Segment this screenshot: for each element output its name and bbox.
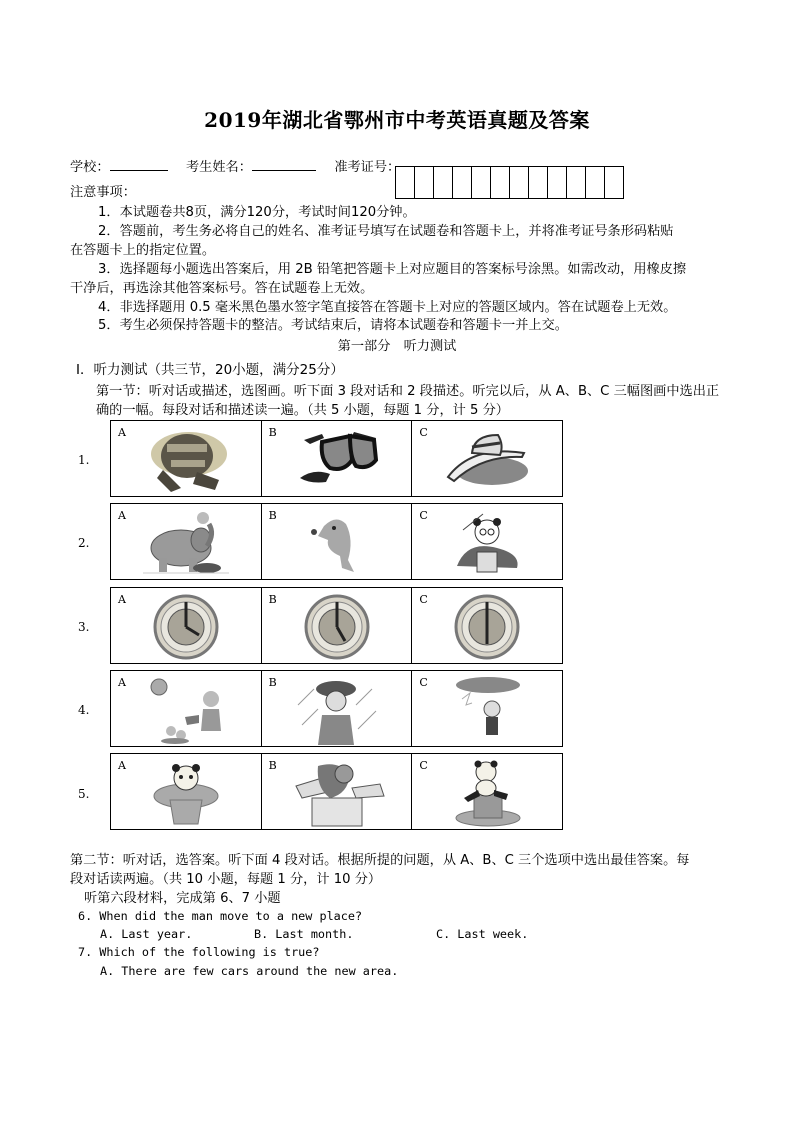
note-item: 1．本试题卷共8页，满分120分，考试时间120分钟。 xyxy=(98,205,416,220)
exam-number-cell[interactable] xyxy=(605,167,624,198)
option-label: B xyxy=(268,593,277,606)
option-label: C xyxy=(419,509,428,522)
option-c[interactable] xyxy=(412,504,562,579)
exam-number-cell[interactable] xyxy=(472,167,491,198)
option-label: A xyxy=(118,509,126,522)
material-note: 听第六段材料，完成第 6、7 小题 xyxy=(84,891,281,906)
note-item: 干净后，再选涂其他答案标号。答在试题卷上无效。 xyxy=(70,281,374,296)
clock-icon xyxy=(412,592,562,661)
option-7a[interactable]: A. There are few cars around the new area. xyxy=(100,964,399,978)
question-number: 4. xyxy=(78,703,90,717)
option-a[interactable] xyxy=(111,671,262,746)
option-label: A xyxy=(118,426,126,439)
note-item: 2．答题前，考生务必将自己的姓名、准考证号填写在试题卷和答题卡上，并将准考证号条形码粘贴 xyxy=(98,224,674,239)
exam-number-cell[interactable] xyxy=(396,167,415,198)
option-a[interactable] xyxy=(111,504,262,579)
exam-number-cell[interactable] xyxy=(453,167,472,198)
option-6c[interactable]: C. Last week. xyxy=(436,927,529,941)
name-label: 考生姓名： xyxy=(185,160,252,175)
clock-icon xyxy=(111,592,261,661)
option-c[interactable] xyxy=(412,421,562,496)
option-a[interactable] xyxy=(111,421,262,496)
option-6b[interactable]: B. Last month. xyxy=(254,927,354,941)
option-label: C xyxy=(419,759,428,772)
note-item: 在答题卡上的指定位置。 xyxy=(70,243,216,258)
question-7: 7. Which of the following is true? xyxy=(78,945,320,959)
question-number: 2. xyxy=(78,536,90,550)
section2-instructions: 段对话读两遍。（共 10 小题，每题 1 分，计 10 分） xyxy=(70,872,382,887)
picture-question-2 xyxy=(110,503,563,580)
option-c[interactable] xyxy=(412,754,562,829)
section1-instructions: 确的一幅。每段对话和描述读一遍。（共 5 小题，每题 1 分，计 5 分） xyxy=(96,403,509,418)
section2-instructions: 第二节：听对话，选答案。听下面 4 段对话。根据所提的问题，从 A、B、C 三个选项中选出最佳答案。每 xyxy=(70,853,690,868)
elephant-icon xyxy=(111,508,261,577)
exam-number-label: 准考证号： xyxy=(334,160,401,175)
option-label: C xyxy=(419,593,428,606)
option-label: A xyxy=(118,593,126,606)
option-6a[interactable]: A. Last year. xyxy=(100,927,193,941)
school-label: 学校： xyxy=(70,160,110,175)
picture-question-4 xyxy=(110,670,563,747)
note-item: 4．非选择题用 0.5 毫米黑色墨水签字笔直接答在答题卡上对应的答题区域内。答在试题卷上无效。 xyxy=(98,300,677,315)
option-label: B xyxy=(268,676,277,689)
option-c[interactable] xyxy=(412,588,562,663)
picture-question-5 xyxy=(110,753,563,830)
header-fields xyxy=(70,157,400,177)
option-label: B xyxy=(268,426,277,439)
question-6: 6. When did the man move to a new place? xyxy=(78,909,363,923)
windy-girl-icon xyxy=(262,675,412,744)
sunny-watering-icon xyxy=(111,675,261,744)
exam-number-cell[interactable] xyxy=(415,167,434,198)
school-field[interactable] xyxy=(110,157,168,171)
exam-number-grid[interactable] xyxy=(395,166,624,199)
option-label: B xyxy=(268,759,277,772)
exam-number-cell[interactable] xyxy=(586,167,605,198)
option-label: B xyxy=(268,509,277,522)
section1-heading: Ⅰ．听力测试（共三节，20小题，满分25分） xyxy=(76,362,344,378)
stormy-girl-icon xyxy=(412,675,562,744)
exam-number-cell[interactable] xyxy=(548,167,567,198)
question-number: 3. xyxy=(78,620,90,634)
page-title: 2019年湖北省鄂州市中考英语真题及答案 xyxy=(204,108,590,132)
option-label: C xyxy=(419,426,428,439)
picture-question-3 xyxy=(110,587,563,664)
option-label: C xyxy=(419,676,428,689)
exam-number-cell[interactable] xyxy=(510,167,529,198)
exam-number-cell[interactable] xyxy=(491,167,510,198)
question-number: 1. xyxy=(78,453,90,467)
clock-icon xyxy=(262,592,412,661)
name-field[interactable] xyxy=(252,157,316,171)
panda-in-hat-icon xyxy=(111,758,261,827)
exam-number-cell[interactable] xyxy=(567,167,586,198)
fox-in-box-icon xyxy=(262,758,412,827)
note-item: 3．选择题每小题选出答案后，用 2B 铅笔把答题卡上对应题目的答案标号涂黑。如需改动，用橡皮擦 xyxy=(98,262,687,277)
option-b[interactable] xyxy=(262,671,413,746)
section1-instructions: 第一节：听对话或描述，选图画。听下面 3 段对话和 2 段描述。听完以后，从 A、B、C 三幅图画中选出正 xyxy=(96,384,720,399)
option-b[interactable] xyxy=(262,754,413,829)
option-label: A xyxy=(118,676,126,689)
option-b[interactable] xyxy=(262,504,413,579)
dolphin-icon xyxy=(262,508,412,577)
question-number: 5. xyxy=(78,787,90,801)
panda-clown-icon xyxy=(412,508,562,577)
option-b[interactable] xyxy=(262,421,413,496)
option-c[interactable] xyxy=(412,671,562,746)
picture-question-1 xyxy=(110,420,563,497)
sun-hat-icon xyxy=(412,425,562,494)
panda-on-hat-icon xyxy=(412,758,562,827)
option-a[interactable] xyxy=(111,754,262,829)
option-label: A xyxy=(118,759,126,772)
scarf-icon xyxy=(111,425,261,494)
option-b[interactable] xyxy=(262,588,413,663)
part-title: 第一部分 听力测试 xyxy=(337,339,457,354)
note-item: 5．考生必须保持答题卡的整洁。考试结束后，请将本试题卷和答题卡一并上交。 xyxy=(98,318,568,333)
exam-number-cell[interactable] xyxy=(529,167,548,198)
notes-heading: 注意事项： xyxy=(70,185,136,200)
option-a[interactable] xyxy=(111,588,262,663)
exam-number-cell[interactable] xyxy=(434,167,453,198)
sunglasses-icon xyxy=(262,425,412,494)
